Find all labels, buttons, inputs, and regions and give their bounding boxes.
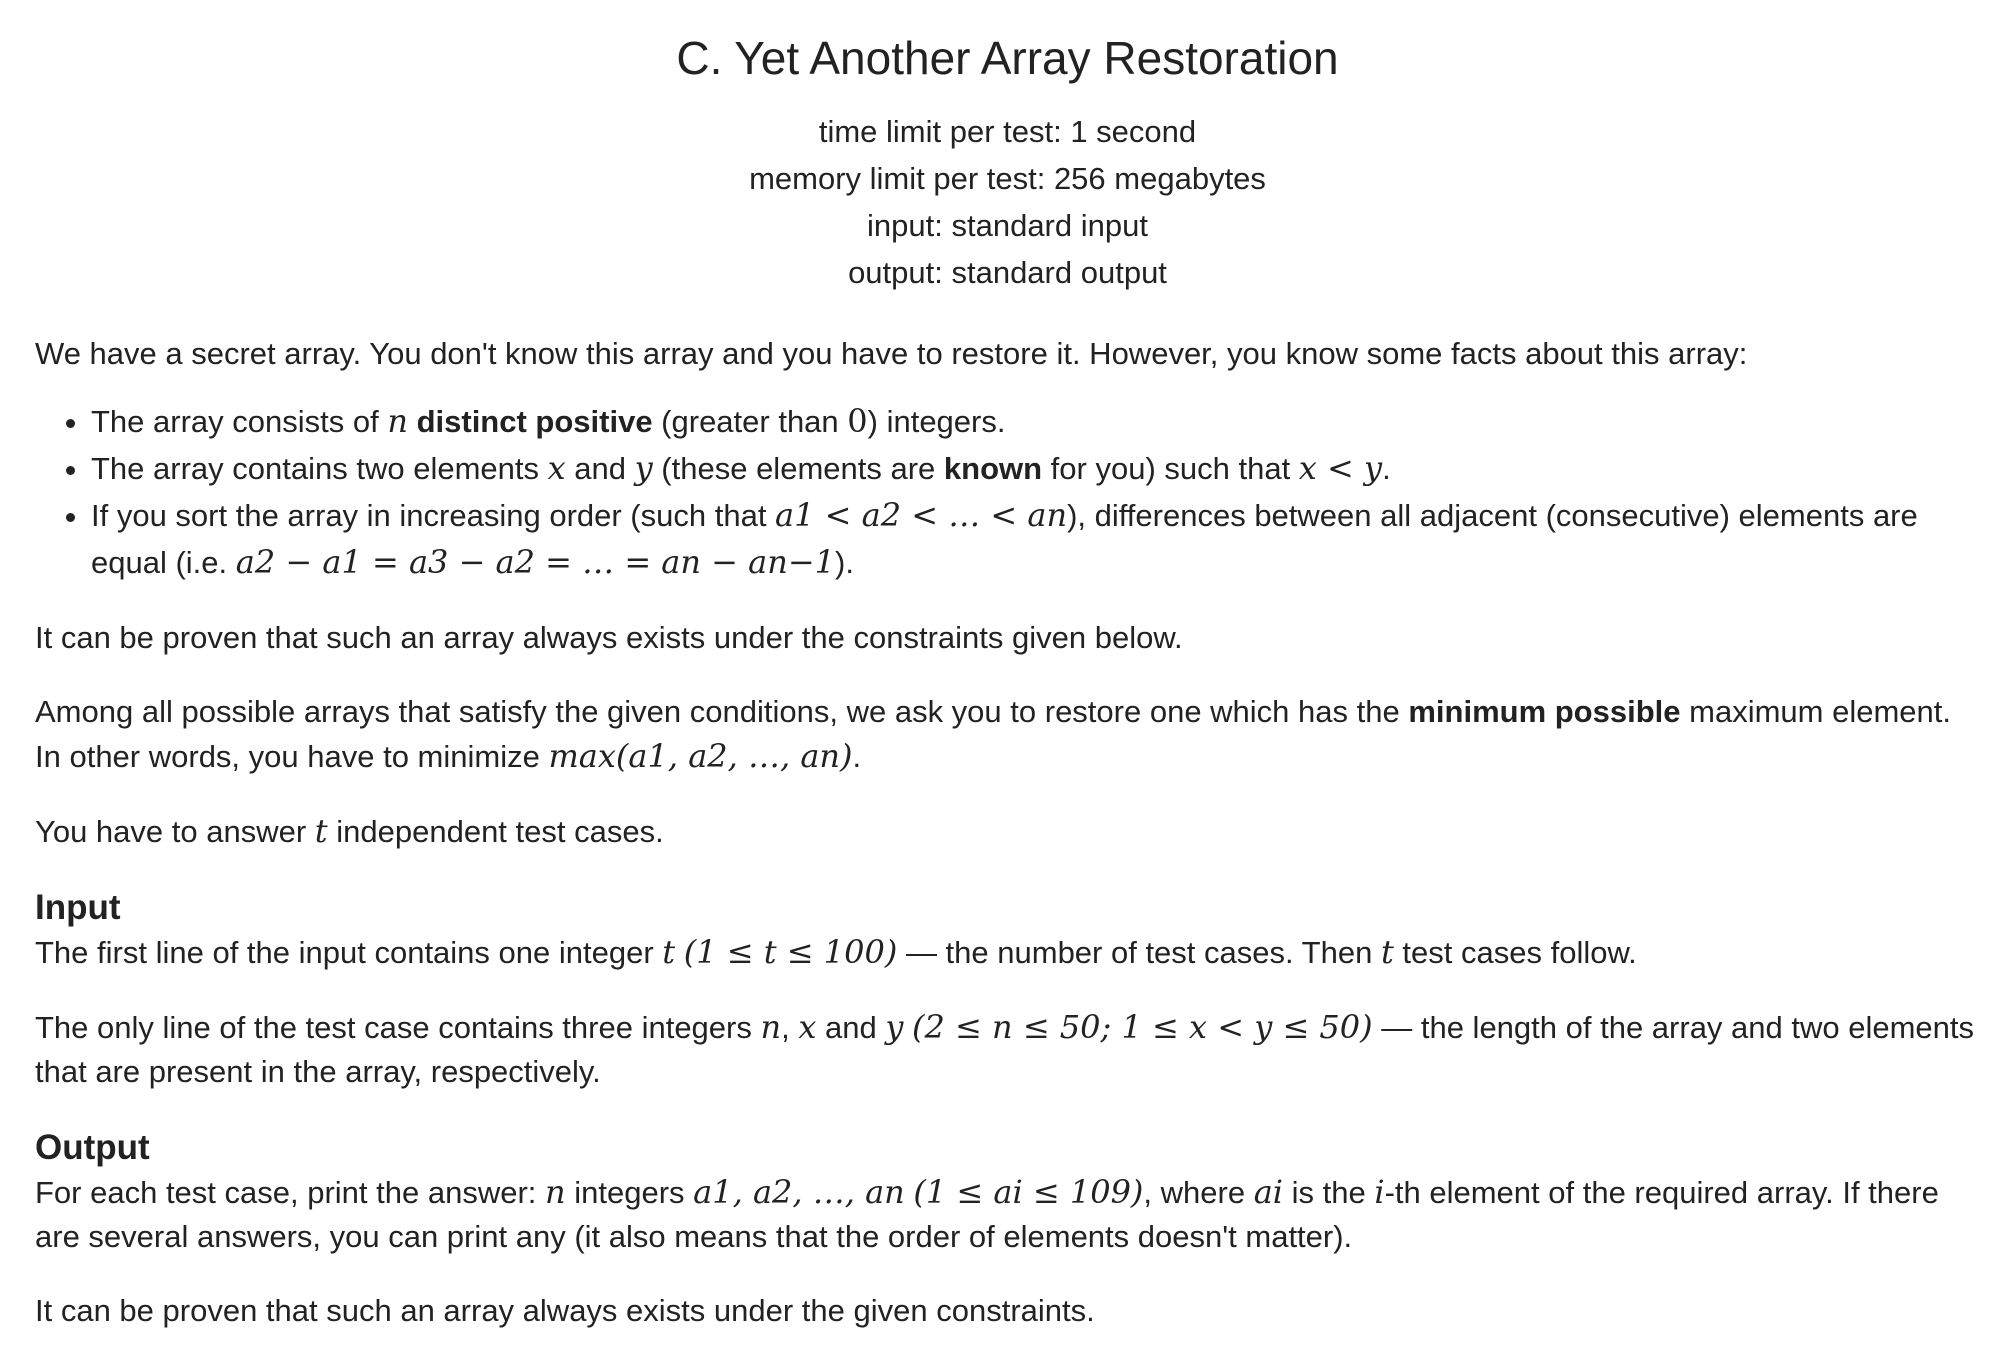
math-differences: a2 − a1 = a3 − a2 = … = an − an−1 — [235, 543, 835, 581]
math-x: x — [798, 1008, 817, 1046]
problem-statement — [35, 0, 1980, 1333]
math-max: max(a1, a2, …, an) — [548, 737, 853, 775]
math-n: n — [387, 402, 408, 440]
bold-text: known — [943, 451, 1043, 486]
math-n: n — [760, 1008, 782, 1046]
text: The array contains two elements — [91, 451, 548, 486]
text: , — [781, 1010, 799, 1045]
text: ). — [835, 545, 854, 580]
input-spec: input: standard input — [867, 208, 1148, 243]
text: You have to answer — [35, 814, 315, 849]
math-t: t — [314, 812, 328, 850]
input-paragraph-2 — [35, 1005, 1980, 1094]
text: and — [816, 1010, 886, 1045]
math-y: y — [885, 1008, 904, 1046]
math-constraint: (1 ≤ t ≤ 100) — [683, 933, 898, 971]
bold-text: minimum possible — [1408, 694, 1681, 729]
text: . — [1382, 451, 1391, 486]
math-sequence: a1, a2, …, an — [693, 1173, 905, 1211]
output-heading: Output — [35, 1128, 150, 1167]
math-t: t — [1380, 933, 1394, 971]
page-title: C. Yet Another Array Restoration — [676, 32, 1339, 84]
math-n: n — [545, 1173, 566, 1211]
text: — the length of the array and two elements that are present in the array, respectively. — [35, 1010, 1975, 1089]
text: for you) such that — [1042, 451, 1299, 486]
facts-list — [35, 398, 1980, 586]
text — [408, 404, 417, 439]
text: — the number of test cases. Then — [897, 935, 1381, 970]
math-constraint: (1 ≤ ai ≤ 109) — [913, 1173, 1144, 1211]
text: (greater than — [652, 404, 848, 439]
answer-paragraph — [35, 809, 1980, 854]
output-paragraph-1 — [35, 1170, 1980, 1259]
text: ) integers. — [867, 404, 1006, 439]
limits-block — [35, 108, 1980, 296]
text: The first line of the input contains one integer — [35, 935, 663, 970]
output-spec: output: standard output — [848, 255, 1167, 290]
list-item — [91, 398, 1980, 445]
text: The array consists of — [91, 404, 388, 439]
math-x: x — [547, 449, 566, 487]
math-zero: 0 — [847, 402, 868, 440]
math-ai: ai — [1253, 1173, 1283, 1211]
text: (these elements are — [652, 451, 944, 486]
text: is the — [1283, 1175, 1375, 1210]
text: ), differences between all adjacent (consecutive) elements are equal (i.e. — [91, 498, 1918, 580]
text: -th element of the required array. If there are several answers, you can print any (it also means that the order of elements doesn't matter). — [35, 1175, 1939, 1254]
math-constraint: (2 ≤ n ≤ 50; 1 ≤ x < y ≤ 50) — [912, 1008, 1373, 1046]
math-y: y — [634, 449, 653, 487]
list-item — [91, 445, 1980, 492]
text: If you sort the array in increasing order (such that — [91, 498, 776, 533]
text: maximum element. In other words, you have to minimize — [35, 694, 1951, 774]
text: The only line of the test case contains three integers — [35, 1010, 761, 1045]
math-sorted: a1 < a2 < … < an — [775, 496, 1068, 534]
input-heading: Input — [35, 888, 121, 927]
intro-paragraph: We have a secret array. You don't know this array and you have to restore it. However, you know some facts about this array: — [35, 336, 1748, 371]
text: and — [565, 451, 635, 486]
text: For each test case, print the answer: — [35, 1175, 546, 1210]
among-paragraph — [35, 690, 1980, 779]
input-paragraph-1 — [35, 930, 1980, 975]
text: , where — [1143, 1175, 1254, 1210]
text: test cases follow. — [1393, 935, 1637, 970]
text: independent test cases. — [327, 814, 664, 849]
math-t: t — [662, 933, 676, 971]
list-item — [91, 492, 1980, 586]
proven-paragraph: It can be proven that such an array always exists under the constraints given below. — [35, 620, 1183, 655]
bold-text: distinct positive — [416, 404, 653, 439]
text: integers — [565, 1175, 694, 1210]
text: . — [852, 739, 862, 774]
text: Among all possible arrays that satisfy the given conditions, we ask you to restore one which has the — [35, 694, 1409, 729]
math-i: i — [1374, 1173, 1385, 1211]
memory-limit: memory limit per test: 256 megabytes — [749, 161, 1266, 196]
time-limit: time limit per test: 1 second — [818, 114, 1197, 149]
output-paragraph-2: It can be proven that such an array always exists under the given constraints. — [35, 1293, 1095, 1328]
math-inequality: x < y — [1298, 449, 1383, 487]
